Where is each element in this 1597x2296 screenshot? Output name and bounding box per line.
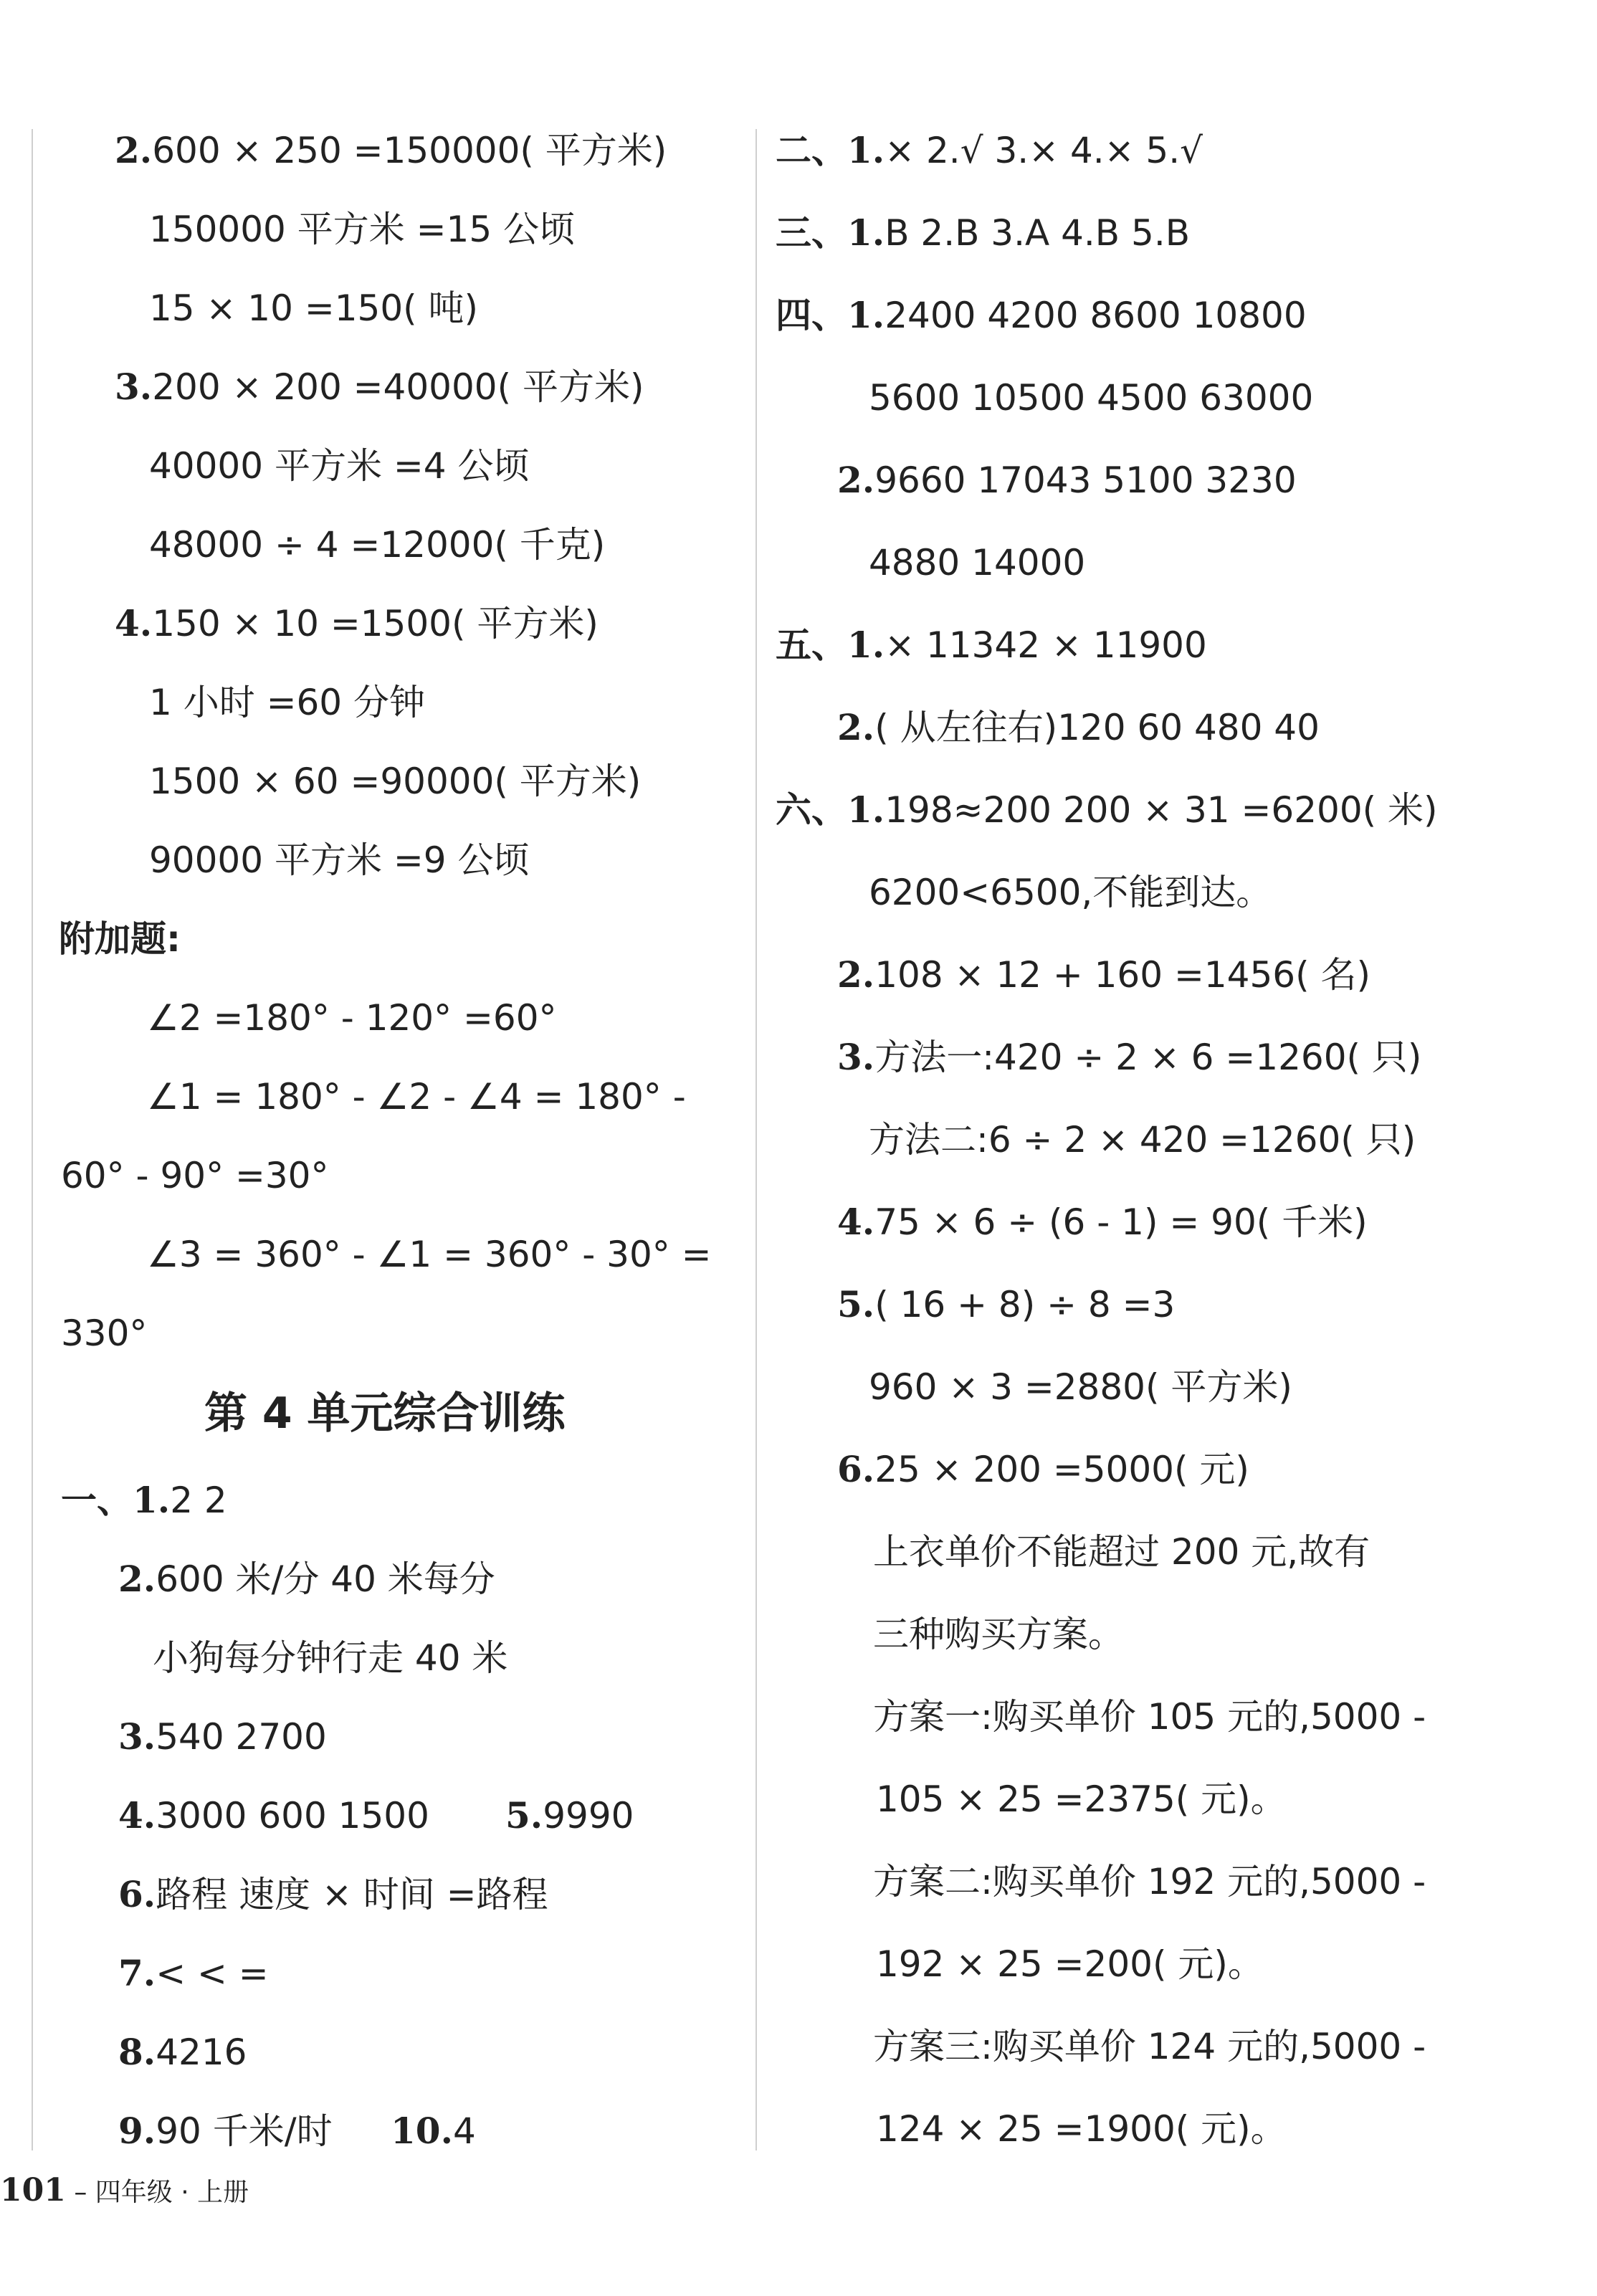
- bonus-heading-text: 附加题:: [59, 918, 181, 960]
- answer-text: 1500 × 60 =90000( 平方米): [149, 761, 642, 802]
- section-title: 第 4 单元综合训练: [204, 1388, 566, 1439]
- answer-text: 540 2700: [156, 1716, 327, 1758]
- answer-line-c7: [118, 1952, 269, 1994]
- answer-text: 3000 600 1500: [156, 1795, 429, 1837]
- answer-line-r6m: [876, 1778, 1287, 1820]
- answer-text: 15 × 10 =150( 吨): [149, 287, 479, 329]
- answer-line-b1: [147, 997, 557, 1039]
- answer-text: B 2.B 3.A 4.B 5.B: [885, 212, 1191, 254]
- answer-text: 4216: [156, 2031, 247, 2073]
- answer-number: 五、1.: [776, 624, 885, 666]
- answer-text: ( 从左往右)120 60 480 40: [874, 707, 1320, 748]
- answer-line-r6f: [837, 1201, 1368, 1243]
- answer-text: 9990: [543, 1795, 634, 1837]
- answer-text: 124 × 25 =1900( 元)。: [876, 2108, 1287, 2150]
- answer-text: 方法一:420 ÷ 2 × 6 =1260( 只): [874, 1037, 1422, 1078]
- answer-line-c2a: [118, 1558, 495, 1600]
- answer-line-r4b: [869, 377, 1314, 419]
- answer-text: × 11342 × 11900: [885, 624, 1207, 666]
- answer-line-r5b: [837, 706, 1320, 748]
- answer-line-r6a: [776, 789, 1438, 831]
- answer-line-r2: [776, 129, 1203, 171]
- answer-number: 二、1.: [776, 129, 885, 171]
- answer-line-a2b: [149, 209, 576, 250]
- answer-text: 方法二:6 ÷ 2 × 420 =1260( 只): [869, 1119, 1416, 1161]
- answer-text: 600 米/分 40 米每分: [156, 1558, 495, 1600]
- answer-line-c1: [61, 1479, 227, 1521]
- answer-text: ∠3 = 360° - ∠1 = 360° - 30° =: [147, 1234, 712, 1275]
- answer-text: 2 2: [170, 1480, 227, 1521]
- answer-number: 2.: [837, 459, 875, 501]
- answer-line-r6b: [869, 872, 1272, 913]
- answer-line-r4c: [837, 459, 1297, 501]
- answer-line-a2c: [149, 287, 479, 329]
- answer-line-r6o: [876, 1943, 1264, 1985]
- answer-number: 2.: [118, 1558, 156, 1600]
- answer-line-b5: [61, 1313, 148, 1354]
- answer-text: 方案三:购买单价 124 元的,5000 -: [873, 2026, 1426, 2067]
- page-number: 101: [0, 2172, 66, 2209]
- answer-line-a3a: [115, 366, 644, 408]
- answer-text: 6200<6500,不能到达。: [869, 872, 1272, 913]
- answer-line-b4: [147, 1234, 712, 1275]
- answer-text: 960 × 3 =2880( 平方米): [869, 1366, 1292, 1408]
- answer-line-c10: [391, 2110, 476, 2152]
- answer-text: 150 × 10 =1500( 平方米): [152, 603, 599, 644]
- page-footer: [0, 2172, 249, 2209]
- answer-number: 2.: [837, 953, 875, 996]
- answer-line-r6n: [873, 1861, 1426, 1902]
- answer-line-c9: [118, 2110, 333, 2152]
- answer-text: 9660 17043 5100 3230: [874, 459, 1297, 501]
- answer-text: 75 × 6 ÷ (6 - 1) = 90( 千米): [874, 1201, 1368, 1243]
- answer-number: 3.: [115, 366, 153, 408]
- answer-number: 7.: [118, 1952, 156, 1994]
- answer-number: 6.: [118, 1873, 156, 1915]
- answer-line-a4b: [149, 682, 426, 723]
- answer-text: 方案二:购买单价 192 元的,5000 -: [873, 1861, 1426, 1902]
- answer-text: 105 × 25 =2375( 元)。: [876, 1778, 1287, 1820]
- answer-number: 4.: [115, 602, 153, 644]
- answer-line-r6j: [873, 1531, 1370, 1573]
- answer-text: 2400 4200 8600 10800: [885, 295, 1307, 336]
- answer-line-r6e: [869, 1119, 1416, 1161]
- answer-text: 4: [453, 2110, 476, 2152]
- answer-line-r3: [776, 211, 1191, 254]
- answer-text: 90000 平方米 =9 公顷: [149, 839, 530, 881]
- answer-line-a4c: [149, 761, 642, 802]
- answer-line-c2b: [153, 1637, 508, 1679]
- answer-line-a2a: [115, 129, 667, 171]
- answer-text: ∠2 =180° - 120° =60°: [147, 997, 557, 1039]
- answer-text: 25 × 200 =5000( 元): [874, 1449, 1249, 1490]
- answer-line-r4d: [869, 542, 1086, 583]
- answer-line-b3: [61, 1155, 329, 1196]
- answer-text: 40000 平方米 =4 公顷: [149, 445, 530, 487]
- answer-number: 六、1.: [776, 789, 885, 831]
- answer-number: 4.: [118, 1794, 156, 1837]
- answer-line-c5: [505, 1794, 634, 1837]
- answer-text: 108 × 12 + 160 =1456( 名): [874, 954, 1370, 996]
- answer-text: 198≈200 200 × 31 =6200( 米): [885, 789, 1438, 831]
- answer-line-r6k: [873, 1614, 1124, 1655]
- answer-line-r5a: [776, 624, 1207, 666]
- answer-text: ( 16 + 8) ÷ 8 =3: [874, 1284, 1176, 1325]
- answer-line-r6d: [837, 1036, 1422, 1078]
- answer-number: 四、1.: [776, 294, 885, 336]
- book-label: 四年级 · 上册: [95, 2178, 249, 2207]
- answer-text: 5600 10500 4500 63000: [869, 377, 1314, 419]
- answer-number: 三、1.: [776, 211, 885, 254]
- answer-text: 方案一:购买单价 105 元的,5000 -: [873, 1696, 1426, 1738]
- answer-number: 6.: [837, 1448, 875, 1490]
- answer-text: × 2.√ 3.× 4.× 5.√: [885, 130, 1203, 171]
- answer-number: 5.: [837, 1283, 875, 1325]
- answer-line-r6g: [837, 1283, 1176, 1325]
- answer-number: 3.: [118, 1715, 156, 1758]
- left-margin-rule: [32, 129, 33, 2150]
- answer-number: 一、1.: [61, 1479, 171, 1521]
- answer-text: 600 × 250 =150000( 平方米): [152, 130, 667, 171]
- answer-line-a4d: [149, 839, 530, 881]
- answer-text: 150000 平方米 =15 公顷: [149, 209, 576, 250]
- answer-line-r6l: [873, 1696, 1426, 1738]
- answer-text: 200 × 200 =40000( 平方米): [152, 366, 644, 408]
- answer-text: 192 × 25 =200( 元)。: [876, 1943, 1264, 1985]
- answer-text: 48000 ÷ 4 =12000( 千克): [149, 524, 606, 566]
- answer-text: 4880 14000: [869, 542, 1086, 583]
- answer-text: 上衣单价不能超过 200 元,故有: [873, 1531, 1370, 1573]
- answer-text: 路程 速度 × 时间 =路程: [156, 1874, 548, 1915]
- answer-text: 小狗每分钟行走 40 米: [153, 1637, 508, 1679]
- bonus-heading: [59, 918, 181, 960]
- column-divider: [755, 129, 757, 2150]
- answer-text: 90 千米/时: [156, 2110, 333, 2152]
- answer-number: 4.: [837, 1201, 875, 1243]
- answer-number: 10.: [391, 2110, 453, 2152]
- answer-line-r6h: [869, 1366, 1292, 1408]
- answer-line-r6q: [876, 2108, 1287, 2150]
- answer-text: 330°: [61, 1313, 148, 1354]
- answer-text: ∠1 = 180° - ∠2 - ∠4 = 180° -: [147, 1076, 686, 1118]
- answer-text: < < =: [156, 1953, 269, 1994]
- answer-text: 1 小时 =60 分钟: [149, 682, 426, 723]
- answer-line-c4: [118, 1794, 429, 1837]
- answer-line-c3: [118, 1715, 327, 1758]
- answer-line-r6c: [837, 953, 1370, 996]
- answer-line-r6p: [873, 2026, 1426, 2067]
- answer-text: 三种购买方案。: [873, 1614, 1124, 1655]
- answer-line-a3c: [149, 524, 606, 566]
- answer-number: 3.: [837, 1036, 875, 1078]
- answer-line-a4a: [115, 602, 599, 644]
- answer-number: 2.: [837, 706, 875, 748]
- footer-dash: –: [74, 2178, 95, 2207]
- answer-line-c6: [118, 1873, 548, 1915]
- answer-line-r6i: [837, 1448, 1249, 1490]
- answer-text: 60° - 90° =30°: [61, 1155, 329, 1196]
- answer-line-b2: [147, 1076, 686, 1118]
- answer-number: 8.: [118, 2031, 156, 2073]
- answer-line-r4a: [776, 294, 1307, 336]
- answer-line-a3b: [149, 445, 530, 487]
- answer-number: 9.: [118, 2110, 156, 2152]
- answer-number: 5.: [505, 1794, 543, 1837]
- answer-number: 2.: [115, 129, 153, 171]
- answer-line-c8: [118, 2031, 247, 2073]
